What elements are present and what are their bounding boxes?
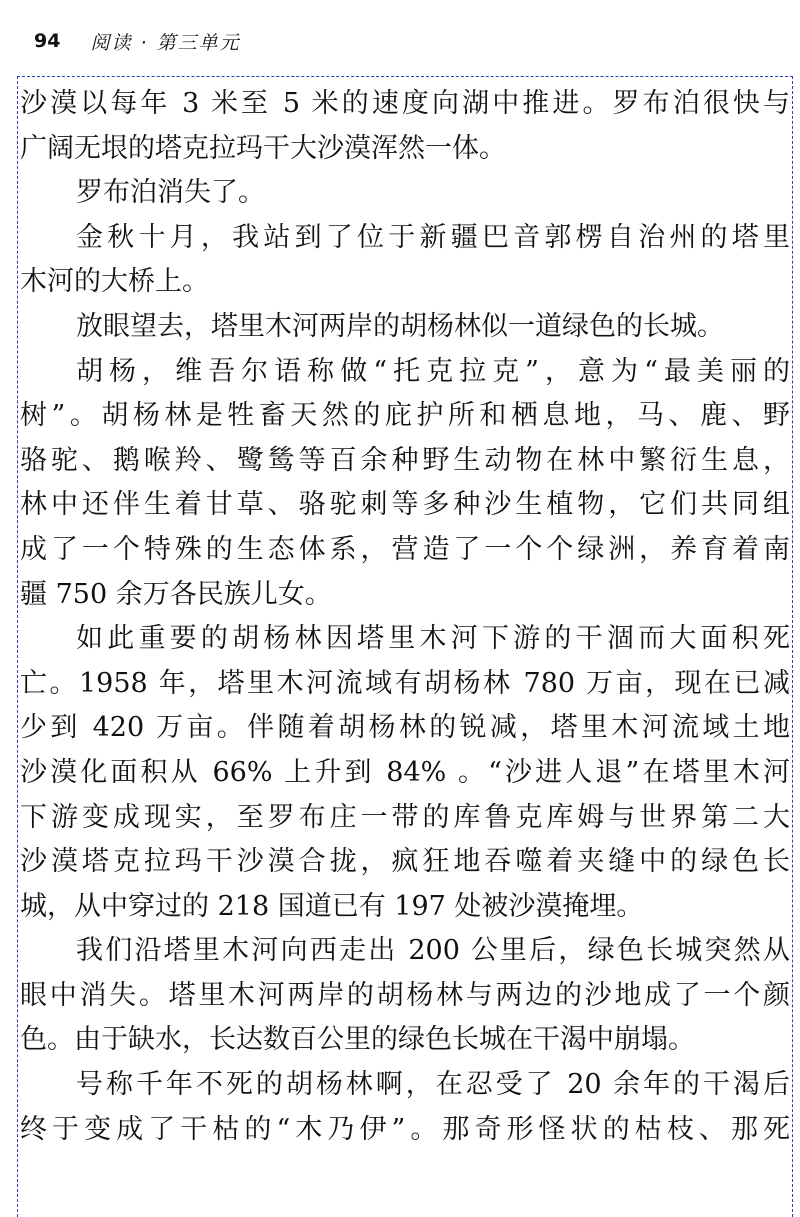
text-line: 金秋十月，我站到了位于新疆巴音郭楞自治州的塔里	[76, 221, 790, 253]
text-line: 城，从中穿过的 218 国道已有 197 处被沙漠掩埋。	[20, 890, 644, 922]
text-line: 成了一个特殊的生态体系，营造了一个个绿洲，养育着南	[20, 533, 790, 565]
text-line: 骆驼、鹅喉羚、鹭鸶等百余种野生动物在林中繁衍生息，	[20, 444, 790, 476]
text-line: 亡。1958 年，塔里木河流域有胡杨林 780 万亩，现在已减	[20, 667, 790, 699]
text-line: 木河的大桥上。	[20, 266, 209, 298]
text-line: 罗布泊消失了。	[76, 177, 265, 209]
text-line: 如此重要的胡杨林因塔里木河下游的干涸而大面积死	[76, 623, 790, 655]
text-line: 我们沿塔里木河向西走出 200 公里后，绿色长城突然从	[76, 935, 790, 967]
text-line: 下游变成现实，至罗布庄一带的库鲁克库姆与世界第二大	[20, 801, 790, 833]
section-title: 阅读 · 第三单元	[90, 31, 241, 54]
text-line: 沙漠以每年 3 米至 5 米的速度向湖中推进。罗布泊很快与	[20, 88, 790, 119]
text-line: 沙漠化面积从 66% 上升到 84% 。“沙进人退”在塔里木河	[20, 756, 790, 788]
text-line: 疆 750 余万各民族儿女。	[20, 578, 332, 610]
text-line: 树”。胡杨林是牲畜天然的庇护所和栖息地，马、鹿、野	[20, 400, 790, 432]
page-header	[34, 26, 241, 56]
text-line: 少到 420 万亩。伴随着胡杨林的锐减，塔里木河流域土地	[20, 712, 790, 744]
text-line: 号称千年不死的胡杨林啊，在忍受了 20 余年的干渴后	[76, 1069, 790, 1101]
text-line: 色。由于缺水，长达数百公里的绿色长城在干渴中崩塌。	[20, 1024, 695, 1056]
text-line: 胡杨，维吾尔语称做“托克拉克”，意为“最美丽的	[76, 355, 790, 387]
text-line: 终于变成了干枯的“木乃伊”。那奇形怪状的枯枝、那死	[20, 1113, 790, 1145]
text-line: 眼中消失。塔里木河两岸的胡杨林与两边的沙地成了一个颜	[20, 979, 790, 1011]
text-line: 放眼望去，塔里木河两岸的胡杨林似一道绿色的长城。	[76, 310, 724, 342]
text-line: 沙漠塔克拉玛干沙漠合拢，疯狂地吞噬着夹缝中的绿色长	[20, 846, 790, 878]
page-number: 94	[34, 30, 61, 52]
body-text	[20, 82, 790, 1152]
text-line: 林中还伴生着甘草、骆驼刺等多种沙生植物，它们共同组	[20, 489, 790, 521]
text-line: 广阔无垠的塔克拉玛干大沙漠浑然一体。	[20, 132, 506, 164]
